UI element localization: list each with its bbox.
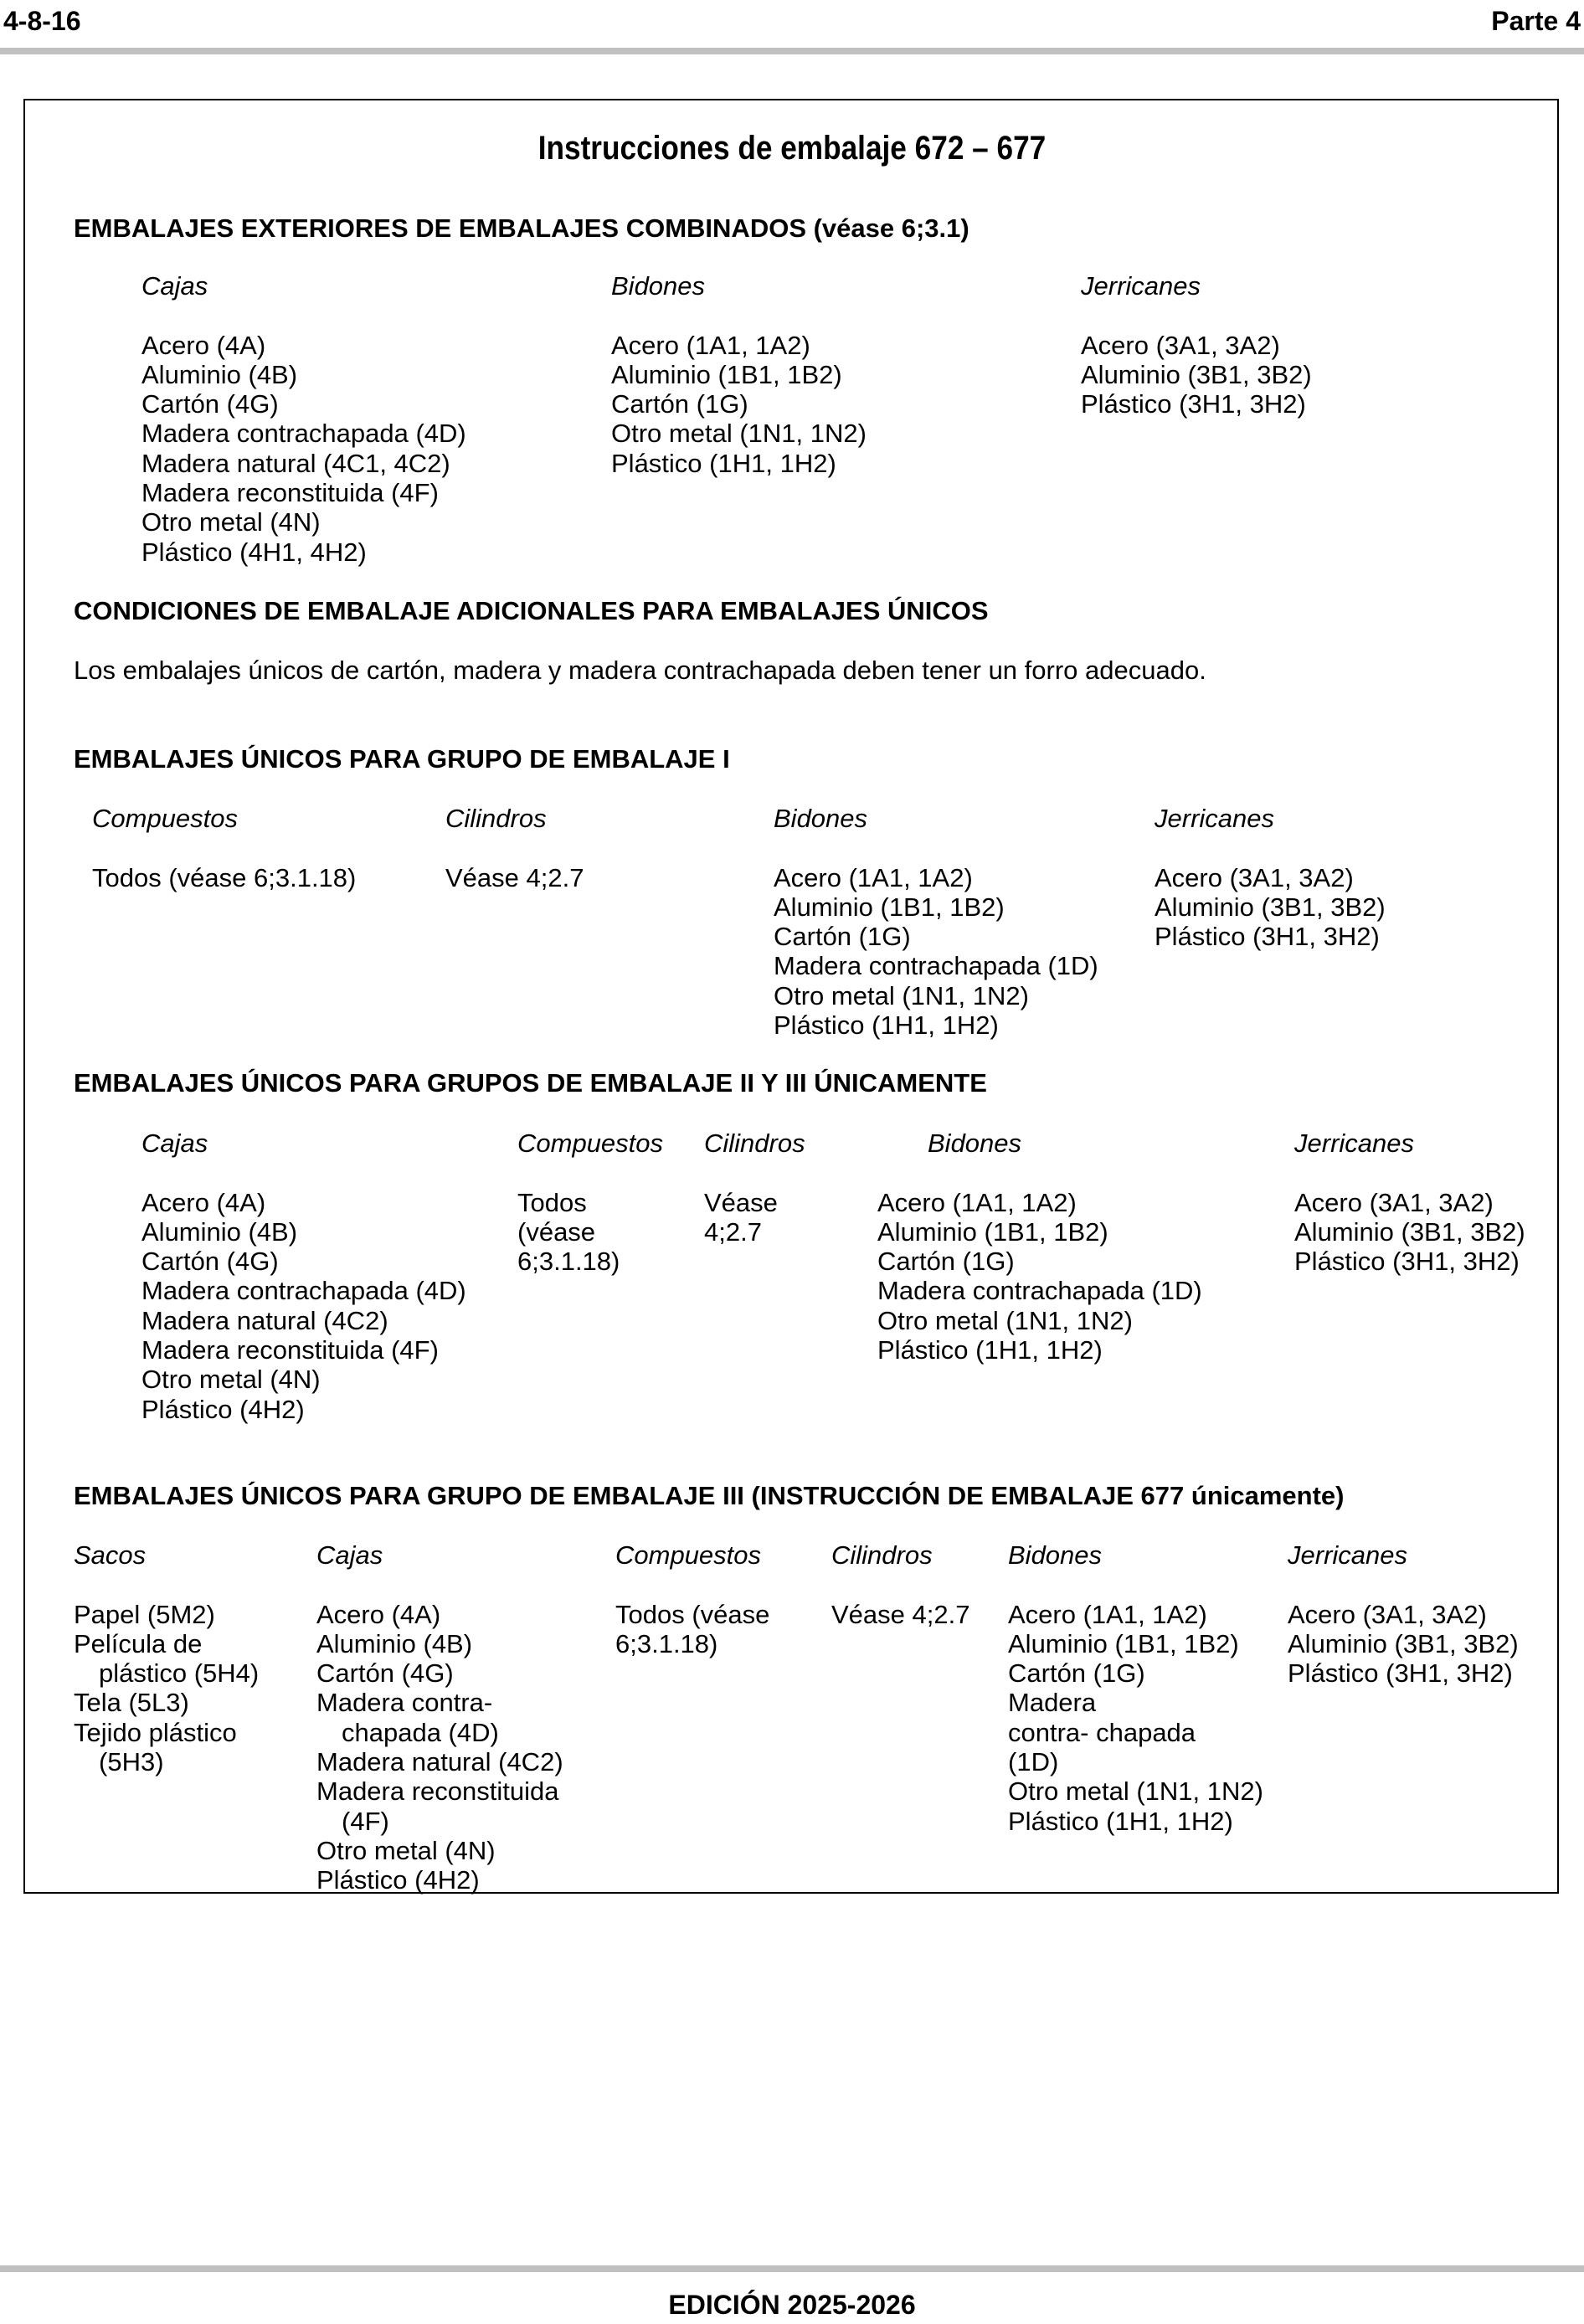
- packaging-item: Acero (3A1, 3A2): [1288, 1599, 1487, 1629]
- item-list: [1008, 1600, 1263, 1836]
- column-compuestos: [92, 804, 356, 892]
- section-heading-group-i: EMBALAJES ÚNICOS PARA GRUPO DE EMBALAJE I: [74, 744, 730, 774]
- packaging-item: Plástico (4H1, 4H2): [141, 537, 367, 567]
- column-header: Bidones: [774, 804, 868, 833]
- packaging-item: Acero (1A1, 1A2): [877, 1187, 1077, 1217]
- packaging-item: Plástico (1H1, 1H2): [877, 1335, 1103, 1365]
- packaging-item: (véase: [517, 1216, 596, 1247]
- column-bidones: [877, 1129, 1202, 1365]
- part-label: Parte 4: [1491, 6, 1581, 36]
- packaging-item: Otro metal (1N1, 1N2): [877, 1305, 1133, 1335]
- packaging-item: Acero (3A1, 3A2): [1155, 862, 1354, 892]
- packaging-item: Aluminio (3B1, 3B2): [1288, 1628, 1519, 1658]
- packaging-item: Plástico (1H1, 1H2): [1008, 1806, 1233, 1836]
- packaging-item: Madera natural (4C2): [141, 1305, 388, 1335]
- page-number: 4-8-16: [3, 6, 81, 36]
- packaging-item: Véase 4;2.7: [831, 1599, 970, 1629]
- item-list: [1288, 1600, 1519, 1689]
- column-header: Cilindros: [704, 1129, 805, 1158]
- item-list: [1155, 863, 1386, 952]
- column-header: Bidones: [1008, 1540, 1103, 1570]
- packaging-item: Otro metal (1N1, 1N2): [774, 980, 1029, 1010]
- packaging-item: Aluminio (3B1, 3B2): [1081, 359, 1312, 389]
- item-list: [704, 1188, 805, 1247]
- column-header: Jerricanes: [1081, 271, 1201, 301]
- item-list: [615, 1600, 769, 1659]
- page-title: Instrucciones de embalaje 672 – 677: [537, 130, 1047, 167]
- packaging-item: Aluminio (1B1, 1B2): [1008, 1628, 1239, 1658]
- column-jerricanes: [1294, 1129, 1525, 1276]
- packaging-item: contra- chapada: [1008, 1717, 1196, 1747]
- packaging-item: Madera contrachapada (4D): [141, 419, 466, 449]
- item-list: [774, 863, 1098, 1041]
- packaging-item: Madera contrachapada (4D): [141, 1276, 466, 1306]
- column-cajas: [141, 271, 466, 567]
- packaging-item: (4F): [342, 1806, 389, 1836]
- packaging-item: 6;3.1.18): [615, 1628, 718, 1658]
- column-header: Bidones: [928, 1129, 1022, 1158]
- column-header: Cajas: [316, 1540, 383, 1570]
- packaging-item: Madera contrachapada (1D): [877, 1276, 1202, 1306]
- packaging-item: Madera natural (4C2): [316, 1747, 563, 1777]
- packaging-item: Acero (1A1, 1A2): [1008, 1599, 1207, 1629]
- packaging-item: plástico (5H4): [99, 1658, 260, 1689]
- item-list: [831, 1600, 969, 1629]
- packaging-item: (1D): [1008, 1747, 1059, 1777]
- column-header: Bidones: [611, 271, 706, 301]
- item-list: [445, 863, 584, 892]
- column-cajas: [141, 1129, 466, 1424]
- packaging-item: Todos (véase: [615, 1599, 770, 1629]
- packaging-item: Plástico (1H1, 1H2): [611, 448, 836, 478]
- column-header: Jerricanes: [1294, 1129, 1414, 1158]
- column-header: Sacos: [74, 1540, 147, 1570]
- packaging-item: Plástico (1H1, 1H2): [774, 1010, 999, 1041]
- packaging-item: Película de: [74, 1628, 203, 1658]
- packaging-item: Madera contra-: [316, 1688, 493, 1718]
- packaging-item: Véase: [704, 1187, 778, 1217]
- packaging-item: Todos: [517, 1187, 587, 1217]
- column-header: Compuestos: [92, 804, 239, 833]
- column-header: Jerricanes: [1288, 1540, 1407, 1570]
- column-compuestos: [517, 1129, 663, 1276]
- packaging-item: Plástico (4H2): [141, 1394, 305, 1424]
- packaging-item: Otro metal (4N): [141, 507, 321, 537]
- packaging-item: Madera: [1008, 1688, 1097, 1718]
- column-cajas: [316, 1540, 563, 1895]
- packaging-item: Plástico (3H1, 3H2): [1288, 1658, 1513, 1689]
- packaging-item: Madera reconstituida: [316, 1776, 559, 1807]
- packaging-item: Acero (1A1, 1A2): [611, 330, 810, 360]
- packaging-item: Cartón (1G): [774, 922, 911, 952]
- column-cilindros: [445, 804, 584, 892]
- packaging-item: Cartón (4G): [316, 1658, 454, 1689]
- edition-footer: EDICIÓN 2025-2026: [668, 2290, 916, 2320]
- packaging-item: Plástico (3H1, 3H2): [1294, 1247, 1520, 1277]
- packaging-item: Todos (véase 6;3.1.18): [92, 862, 357, 892]
- packaging-item: Aluminio (1B1, 1B2): [611, 359, 842, 389]
- item-list: [92, 863, 356, 892]
- packaging-item: Aluminio (1B1, 1B2): [774, 892, 1005, 922]
- packaging-item: Papel (5M2): [74, 1599, 215, 1629]
- section-heading-outer-packagings: EMBALAJES EXTERIORES DE EMBALAJES COMBINADOS (véase 6;3.1): [74, 213, 969, 243]
- column-jerricanes: [1288, 1540, 1519, 1688]
- packaging-item: Madera reconstituida (4F): [141, 478, 439, 508]
- column-cilindros: [704, 1129, 805, 1247]
- item-list: [141, 331, 466, 567]
- packaging-item: Aluminio (3B1, 3B2): [1294, 1216, 1525, 1247]
- packaging-item: Acero (1A1, 1A2): [774, 862, 973, 892]
- section-heading-additional-conditions: CONDICIONES DE EMBALAJE ADICIONALES PARA EMBALAJES ÚNICOS: [74, 596, 989, 625]
- item-list: [611, 331, 867, 478]
- packaging-item: Véase 4;2.7: [445, 862, 584, 892]
- packaging-item: Madera reconstituida (4F): [141, 1335, 439, 1365]
- section-heading-group-iii-677: EMBALAJES ÚNICOS PARA GRUPO DE EMBALAJE III (INSTRUCCIÓN DE EMBALAJE 677 únicamente): [74, 1481, 1345, 1510]
- packaging-item: Plástico (4H2): [316, 1865, 480, 1895]
- packaging-item: Aluminio (1B1, 1B2): [877, 1216, 1108, 1247]
- column-bidones: [1008, 1540, 1263, 1836]
- packaging-item: Cartón (4G): [141, 1247, 279, 1277]
- column-header: Cajas: [141, 271, 208, 301]
- column-header: Cilindros: [831, 1540, 933, 1570]
- packaging-item: Otro metal (4N): [141, 1365, 321, 1395]
- item-list: [141, 1188, 466, 1424]
- column-jerricanes: [1155, 804, 1386, 951]
- column-header: Compuestos: [517, 1129, 664, 1158]
- column-header: Compuestos: [615, 1540, 762, 1570]
- column-bidones: [611, 271, 867, 478]
- column-sacos: [74, 1540, 259, 1776]
- packaging-item: 4;2.7: [704, 1216, 762, 1247]
- packaging-item: Cartón (1G): [611, 389, 748, 419]
- packaging-item: Cartón (1G): [1008, 1658, 1145, 1689]
- item-list: [74, 1600, 259, 1777]
- column-header: Cilindros: [445, 804, 547, 833]
- column-bidones: [774, 804, 1098, 1040]
- section-heading-group-ii-iii: EMBALAJES ÚNICOS PARA GRUPOS DE EMBALAJE II Y III ÚNICAMENTE: [74, 1068, 987, 1098]
- packaging-item: Plástico (3H1, 3H2): [1155, 922, 1380, 952]
- item-list: [316, 1600, 563, 1895]
- packaging-item: Plástico (3H1, 3H2): [1081, 389, 1306, 419]
- footer-rule: [0, 2265, 1584, 2272]
- packaging-item: Tejido plástico: [74, 1717, 237, 1747]
- packaging-item: Tela (5L3): [74, 1688, 189, 1718]
- column-compuestos: [615, 1540, 769, 1658]
- packaging-item: Otro metal (4N): [316, 1835, 496, 1865]
- packaging-item: Acero (3A1, 3A2): [1294, 1187, 1494, 1217]
- item-list: [1294, 1188, 1525, 1277]
- packaging-item: Otro metal (1N1, 1N2): [1008, 1776, 1263, 1807]
- packaging-item: Aluminio (4B): [141, 359, 298, 389]
- packaging-item: Otro metal (1N1, 1N2): [611, 419, 867, 449]
- header-rule: [0, 48, 1584, 54]
- packaging-item: (5H3): [99, 1747, 164, 1777]
- packaging-item: Cartón (4G): [141, 389, 279, 419]
- packaging-item: Aluminio (4B): [141, 1216, 298, 1247]
- column-cilindros: [831, 1540, 969, 1629]
- packaging-item: Madera natural (4C1, 4C2): [141, 448, 450, 478]
- column-header: Cajas: [141, 1129, 208, 1158]
- packaging-item: Acero (4A): [141, 1187, 266, 1217]
- packaging-item: Acero (4A): [316, 1599, 441, 1629]
- packaging-item: Acero (4A): [141, 330, 266, 360]
- packaging-item: Acero (3A1, 3A2): [1081, 330, 1280, 360]
- item-list: [877, 1188, 1202, 1365]
- packaging-item: 6;3.1.18): [517, 1247, 620, 1277]
- column-header: Jerricanes: [1155, 804, 1274, 833]
- column-jerricanes: [1081, 271, 1312, 419]
- packaging-item: Madera contrachapada (1D): [774, 951, 1098, 981]
- lining-requirement-text: Los embalajes únicos de cartón, madera y madera contrachapada deben tener un forro adecuado.: [74, 656, 1206, 685]
- packaging-item: Aluminio (3B1, 3B2): [1155, 892, 1386, 922]
- packaging-item: chapada (4D): [342, 1717, 499, 1747]
- item-list: [1081, 331, 1312, 419]
- item-list: [517, 1188, 663, 1277]
- packaging-item: Aluminio (4B): [316, 1628, 473, 1658]
- packaging-item: Cartón (1G): [877, 1247, 1015, 1277]
